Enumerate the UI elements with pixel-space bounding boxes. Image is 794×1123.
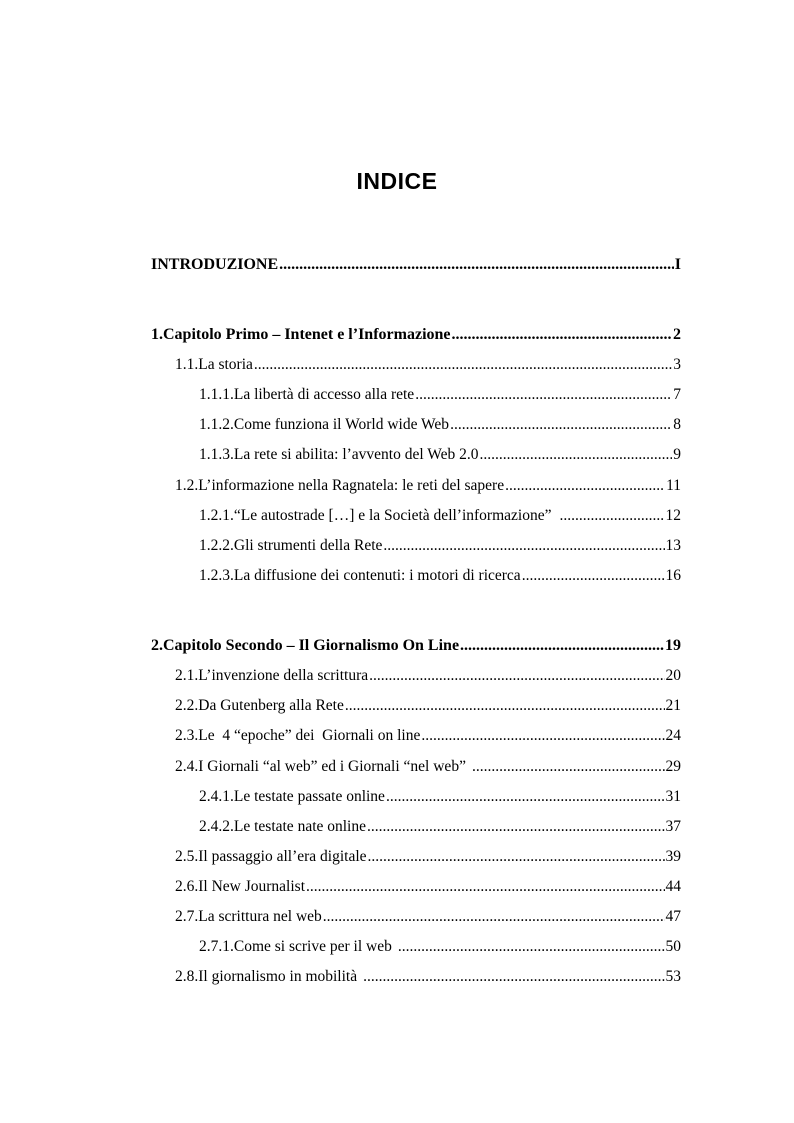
toc-entry-number: 2.1.: [175, 667, 199, 684]
toc-page-number: 8: [673, 416, 681, 433]
toc-entry-number: 1.2.1.: [199, 507, 234, 524]
toc-entry-label: Il giornalismo in mobilità: [198, 968, 358, 985]
toc-entry-label: Le 4 “epoche” dei Giornali on line: [198, 727, 421, 744]
toc-page-number: 29: [665, 758, 681, 775]
toc-entry-chapter-1[interactable]: [151, 325, 681, 345]
toc-page-number: 31: [665, 788, 681, 805]
toc-leader-dots: [480, 445, 673, 465]
toc-entry-label: Il passaggio all’era digitale: [198, 848, 367, 865]
toc-leader-dots: [460, 636, 664, 656]
toc-entry-label: La storia: [198, 356, 253, 373]
toc-entry-2-4[interactable]: [175, 757, 681, 777]
toc-page-number: 11: [666, 477, 681, 494]
toc-page-number: 19: [665, 637, 681, 654]
toc-entry-label: La diffusione dei contenuti: i motori di ricerca: [233, 567, 521, 584]
toc-leader-dots: [254, 355, 672, 375]
toc-entry-1-1-2[interactable]: [199, 415, 681, 435]
toc-entry-label: INTRODUZIONE: [151, 256, 279, 273]
toc-entry-number: 2.4.2.: [199, 818, 234, 835]
toc-entry-label: Il New Journalist: [198, 878, 306, 895]
toc-page-number: 50: [665, 938, 681, 955]
toc-entry-2-8[interactable]: [175, 967, 681, 987]
toc-page-number: 2: [673, 326, 681, 343]
toc-page-number: 16: [665, 567, 681, 584]
toc-page-number: I: [674, 256, 681, 273]
toc-leader-dots: [472, 757, 665, 777]
toc-entry-number: 2.4.: [175, 758, 199, 775]
toc-entry-2-6[interactable]: [175, 877, 681, 897]
toc-entry-number: 2.8.: [175, 968, 199, 985]
toc-entry-2-7[interactable]: [175, 907, 681, 927]
toc-entry-1-2-3[interactable]: [199, 566, 681, 586]
toc-leader-dots: [369, 666, 664, 686]
toc-entry-label: L’informazione nella Ragnatela: le reti del sapere: [198, 477, 505, 494]
toc-page-number: 3: [673, 356, 681, 373]
toc-entry-number: 1.1.1.: [199, 386, 234, 403]
toc-entry-2-5[interactable]: [175, 847, 681, 867]
toc-entry-label: Come funziona il World wide Web: [233, 416, 450, 433]
toc-leader-dots: [367, 817, 665, 837]
toc-entry-2-1[interactable]: [175, 666, 681, 686]
page-title: INDICE: [356, 168, 438, 194]
toc-entry-number: 2.4.1.: [199, 788, 234, 805]
toc-leader-dots: [559, 506, 664, 526]
toc-leader-dots: [452, 325, 672, 345]
toc-entry-2-4-1[interactable]: [199, 787, 681, 807]
toc-entry-1-1-1[interactable]: [199, 385, 681, 405]
toc-entry-2-7-1[interactable]: [199, 937, 681, 957]
toc-leader-dots: [386, 787, 665, 807]
toc-entry-number: 1.2.3.: [199, 567, 234, 584]
toc-entry-label: Gli strumenti della Rete: [233, 537, 383, 554]
toc-page-number: 20: [665, 667, 681, 684]
toc-entry-introduzione[interactable]: [151, 255, 681, 275]
toc-entry-2-2[interactable]: [175, 696, 681, 716]
toc-entry-label: Da Gutenberg alla Rete: [198, 697, 344, 714]
toc-entry-chapter-2[interactable]: [151, 636, 681, 656]
toc-leader-dots: [363, 967, 664, 987]
toc-entry-label: Le testate nate online: [233, 818, 366, 835]
toc-entry-number: 1.2.: [175, 477, 199, 494]
toc-entry-label: L’invenzione della scrittura: [198, 667, 369, 684]
toc-leader-dots: [522, 566, 665, 586]
toc-leader-dots: [398, 937, 665, 957]
toc-page-number: 53: [665, 968, 681, 985]
toc-entry-label: “Le autostrade […] e la Società dell’informazione”: [233, 507, 552, 524]
toc-leader-dots: [415, 385, 672, 405]
toc-entry-number: 2.7.: [175, 908, 199, 925]
toc-entry-label: Capitolo Primo – Intenet e l’Informazione: [163, 326, 451, 343]
toc-leader-dots: [421, 726, 664, 746]
toc-entry-number: 2.3.: [175, 727, 199, 744]
toc-entry-label: Come si scrive per il web: [233, 938, 392, 955]
toc-leader-dots: [383, 536, 664, 556]
toc-page-number: 47: [665, 908, 681, 925]
toc-entry-number: 2.7.1.: [199, 938, 234, 955]
toc-page-number: 12: [665, 507, 681, 524]
toc-entry-1-1-3[interactable]: [199, 445, 681, 465]
toc-entry-number: 1.1.3.: [199, 446, 234, 463]
toc-page-number: 7: [673, 386, 681, 403]
toc-entry-number: 1.2.2.: [199, 537, 234, 554]
toc-entry-1-2-1[interactable]: [199, 506, 681, 526]
toc-leader-dots: [505, 476, 665, 496]
toc-entry-1-2[interactable]: [175, 476, 681, 496]
toc-page-number: 44: [665, 878, 681, 895]
toc-entry-number: 1.1.: [175, 356, 199, 373]
toc-page-number: 13: [665, 537, 681, 554]
toc-entry-number: 1.: [151, 326, 163, 343]
toc-leader-dots: [450, 415, 672, 435]
toc-entry-2-3[interactable]: [175, 726, 681, 746]
toc-entry-2-4-2[interactable]: [199, 817, 681, 837]
toc-page-number: 21: [665, 697, 681, 714]
toc-entry-number: 2.: [151, 637, 163, 654]
toc-entry-1-2-2[interactable]: [199, 536, 681, 556]
toc-page-number: 37: [665, 818, 681, 835]
toc-page-number: 39: [665, 848, 681, 865]
toc-leader-dots: [279, 255, 674, 275]
toc-entry-label: La libertà di accesso alla rete: [233, 386, 415, 403]
toc-entry-label: I Giornali “al web” ed i Giornali “nel web”: [198, 758, 466, 775]
toc-leader-dots: [345, 696, 665, 716]
toc-entry-label: La rete si abilita: l’avvento del Web 2.0: [233, 446, 479, 463]
toc-leader-dots: [323, 907, 665, 927]
toc-page-number: 24: [665, 727, 681, 744]
toc-entry-label: Le testate passate online: [233, 788, 385, 805]
toc-entry-number: 2.5.: [175, 848, 199, 865]
toc-entry-number: 2.2.: [175, 697, 199, 714]
toc-entry-1-1[interactable]: [175, 355, 681, 375]
toc-entry-number: 2.6.: [175, 878, 199, 895]
toc-page-number: 9: [673, 446, 681, 463]
toc-leader-dots: [368, 847, 665, 867]
toc-leader-dots: [306, 877, 664, 897]
toc-entry-label: La scrittura nel web: [198, 908, 322, 925]
toc-entry-number: 1.1.2.: [199, 416, 234, 433]
toc-entry-label: Capitolo Secondo – Il Giornalismo On Line: [163, 637, 460, 654]
